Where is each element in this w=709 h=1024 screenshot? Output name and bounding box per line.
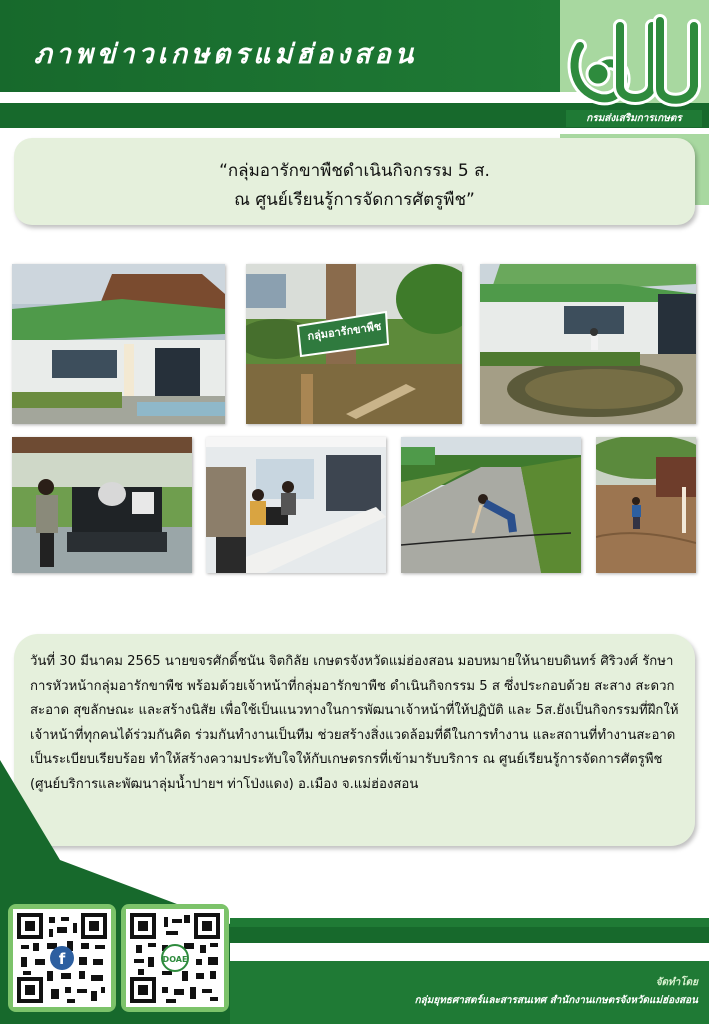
headline-line-2: ณ ศูนย์เรียนรู้การจัดการศัตรูพืช” xyxy=(234,190,475,210)
qr-code-facebook[interactable] xyxy=(8,904,116,1012)
sign-label: กลุ่มอารักขาพืช xyxy=(306,319,383,343)
footer-divider xyxy=(230,943,709,961)
photo-hillside xyxy=(596,437,696,573)
doae-logo xyxy=(560,6,706,124)
qr-code-doae[interactable] xyxy=(121,904,229,1012)
footer-stripe xyxy=(230,927,709,943)
logo-caption: กรมส่งเสริมการเกษตร xyxy=(566,110,702,127)
photo-building xyxy=(12,264,225,424)
page-title: ภาพข่าวเกษตรแม่ฮ่องสอน xyxy=(34,39,418,70)
facebook-icon: f xyxy=(58,950,66,968)
organization-name: กลุ่มยุทธศาสตร์และสารสนเทศ สำนักงานเกษตรจังหวัดแม่ฮ่องสอน xyxy=(414,995,698,1006)
header-divider-2 xyxy=(0,128,709,134)
photo-pond xyxy=(480,264,696,424)
header-divider xyxy=(0,92,600,103)
produced-by-label: จัดทำโดย xyxy=(655,977,698,988)
photo-office xyxy=(206,437,386,573)
photo-road xyxy=(401,437,581,573)
body-paragraph: วันที่ 30 มีนาคม 2565 นายขจรศักดิ์ชนัน จิตกิลัย เกษตรจังหวัดแม่ฮ่องสอน มอบหมายให้นายบดินทร์ ศิริวงศ์ รักษาการหัวหน้ากลุ่มอารักขาพืช พร้อมด้วยเจ้าหน้าที่กลุ่มอารักขาพืช ดำเนินกิจกรรม 5 ส ซึ่งประกอบด้วย สะสาง สะดวก สะอาด สุขลักษณะ และสร้างนิสัย เพื่อใช้เป็นแนวทางในการพัฒนาเจ้าหน้าที่ให้ปฏิบัติ และ 5ส.ยังเป็นกิจกรรมที่ฝึกให้เจ้าหน้าที่ทุกคนได้ร่วมกันคิด ร่วมกันทำงานเป็นทีม ช่วยสร้างสิ่งแวดล้อมที่ดีในการทำงาน และสถานที่ทำงานสะอาดเป็นระเบียบเรียบร้อย ทำให้สร้างความประทับใจให้กับเกษตรกรที่เข้ามารับบริการ ณ ศูนย์เรียนรู้การจัดการศัตรูพืช (ศูนย์บริการและพัฒนาลุ่มน้ำปายฯ ท่าโป่งแดง) อ.เมือง จ.แม่ฮ่องสอน xyxy=(30,654,679,792)
photo-sign xyxy=(246,264,462,424)
headline-line-1: “กลุ่มอารักขาพืชดำเนินกิจกรรม 5 ส. xyxy=(219,161,490,181)
photo-truck xyxy=(12,437,192,573)
doae-icon: DOAE xyxy=(162,955,188,964)
